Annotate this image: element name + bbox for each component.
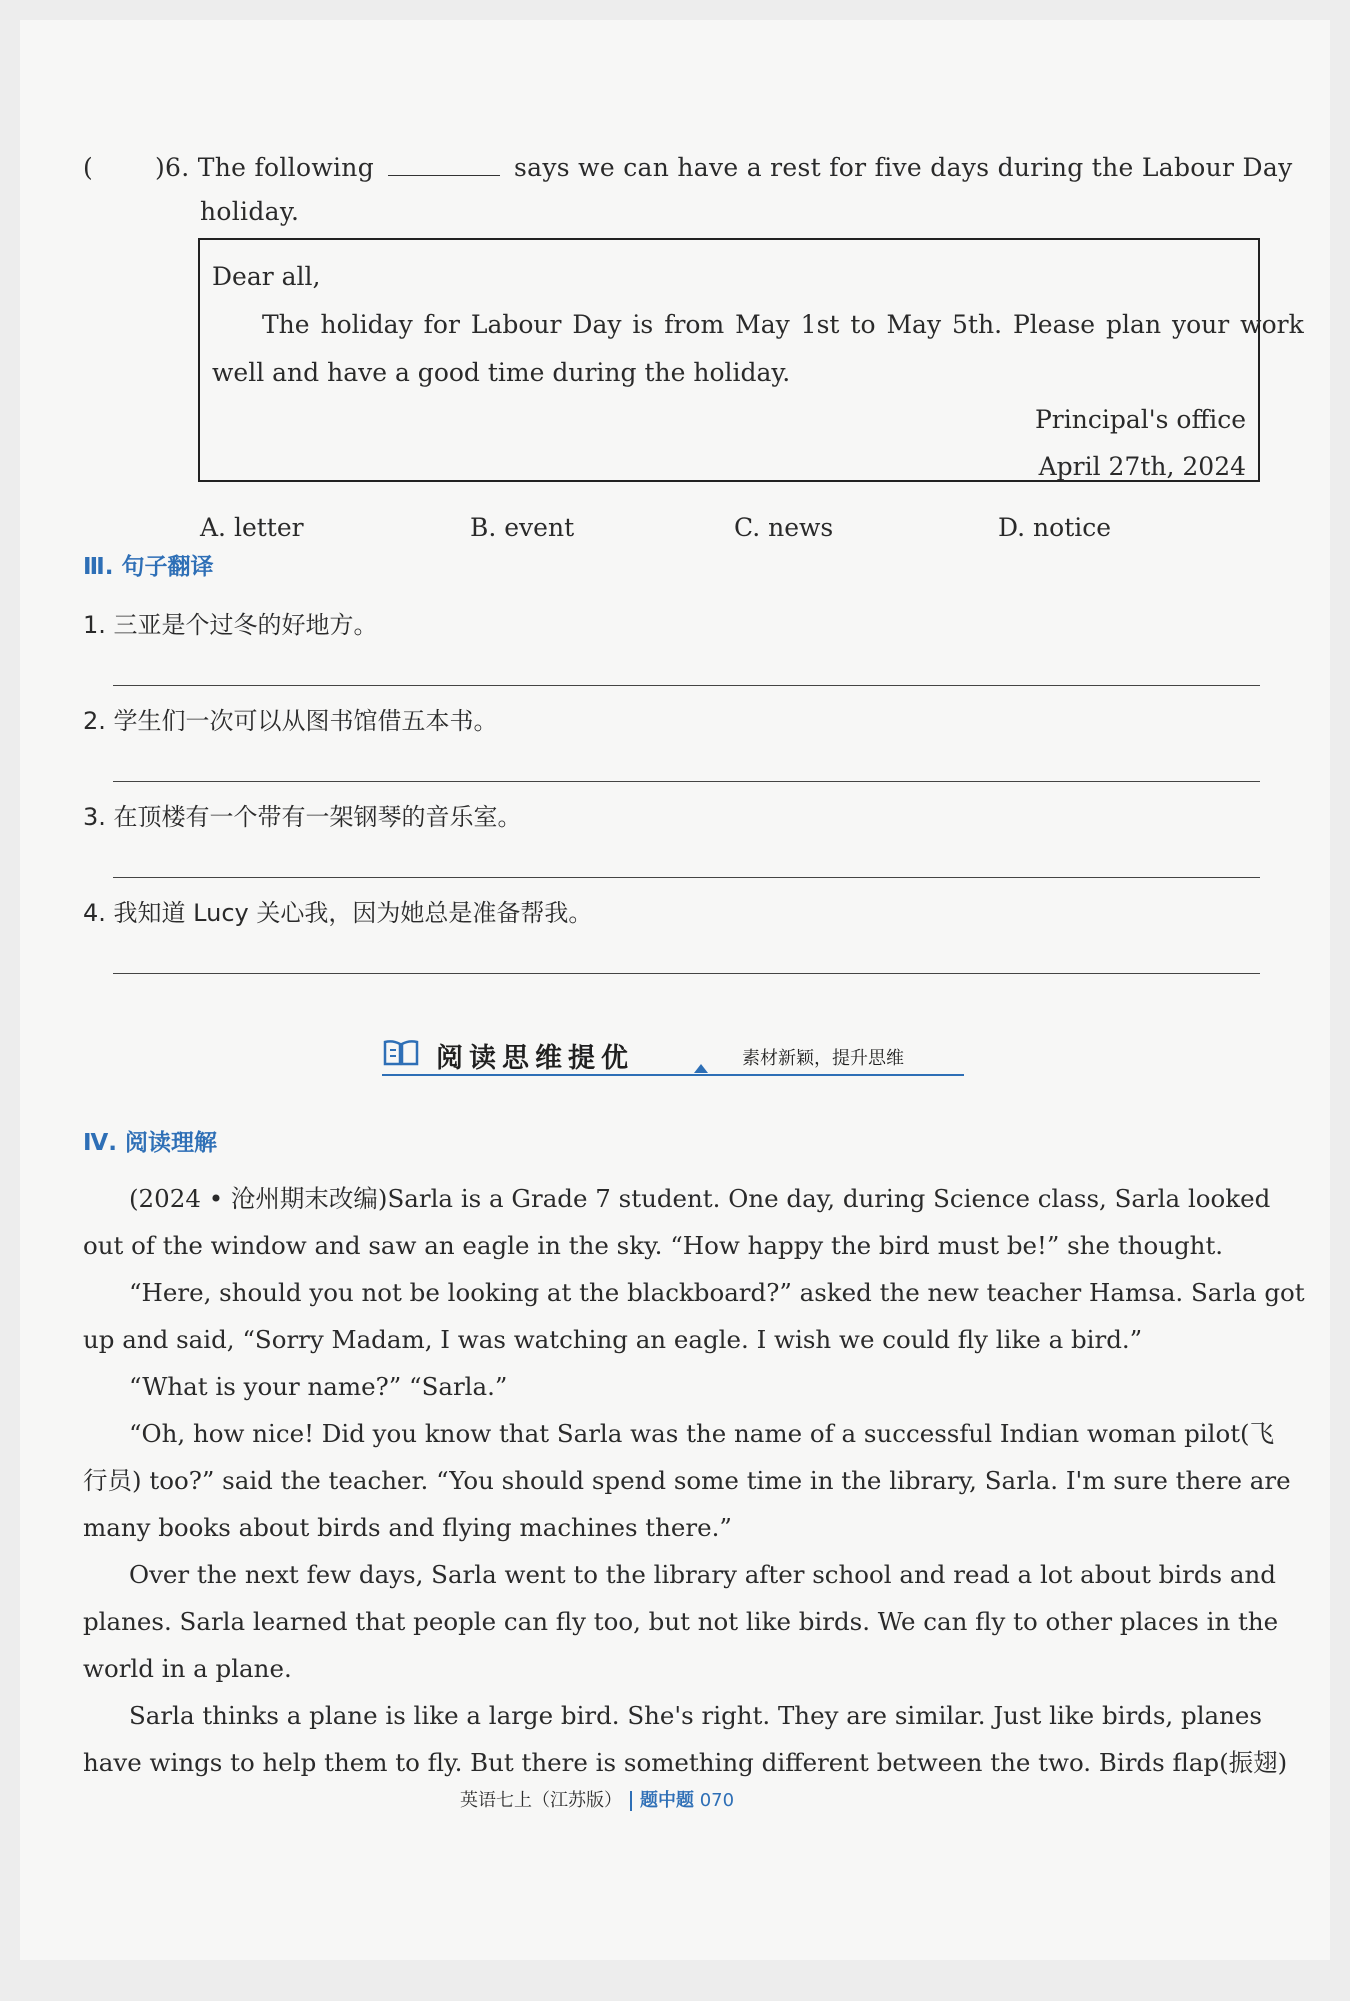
page-footer (460, 1786, 734, 1812)
notice-greeting: Dear all, (212, 262, 321, 291)
page-number: 070 (699, 1790, 735, 1811)
option-d[interactable]: D. notice (998, 513, 1112, 542)
option-b[interactable]: B. event (470, 513, 575, 542)
question-6-after: says we can have a rest for five days during the Labour Day (514, 153, 1293, 182)
option-a[interactable]: A. letter (200, 513, 304, 542)
passage-line: “Here, should you not be looking at the blackboard?” asked the new teacher Hamsa. Sarla got (129, 1278, 1305, 1307)
answer-paren[interactable]: ( (83, 153, 94, 182)
notice-body-line2: well and have a good time during the holiday. (212, 358, 791, 387)
passage-paragraph-6 (83, 1692, 1288, 1786)
answer-line-1[interactable] (113, 685, 1260, 686)
section-3-heading: Ⅲ. 句子翻译 (83, 554, 214, 580)
passage-line: planes. Sarla learned that people can fly too, but not like birds. We can fly to other places in the (83, 1607, 1279, 1636)
worksheet-page (20, 20, 1330, 1960)
banner-subtitle: 素材新颖，提升思维 (742, 1048, 904, 1069)
passage-line: have wings to help them to fly. But there is something different between the two. Birds flap(振翅) (83, 1748, 1288, 1777)
section-4-heading: Ⅳ. 阅读理解 (83, 1130, 218, 1156)
answer-line-2[interactable] (113, 781, 1260, 782)
notice-body-line1: The holiday for Labour Day is from May 1st to May 5th. Please plan your work (262, 310, 1304, 339)
passage-line: Over the next few days, Sarla went to the library after school and read a lot about birds and (129, 1560, 1276, 1589)
banner-triangle-icon (694, 1064, 708, 1073)
passage-paragraph-1 (83, 1175, 1271, 1269)
open-book-icon (382, 1038, 420, 1068)
answer-line-3[interactable] (113, 877, 1260, 878)
question-6-stem-line2: holiday. (200, 197, 300, 226)
passage-line: world in a plane. (83, 1654, 292, 1683)
passage-line: “What is your name?” “Sarla.” (129, 1372, 508, 1401)
passage-line: Sarla thinks a plane is like a large bird. She's right. They are similar. Just like birds, planes (129, 1701, 1262, 1730)
reading-banner (382, 1034, 964, 1076)
translation-item-4: 4. 我知道 Lucy 关心我，因为她总是准备帮我。 (83, 899, 593, 927)
translation-item-2: 2. 学生们一次可以从图书馆借五本书。 (83, 707, 498, 735)
passage-line: out of the window and saw an eagle in the sky. “How happy the bird must be!” she thought. (83, 1231, 1224, 1260)
passage-paragraph-4 (83, 1410, 1291, 1551)
notice-box (198, 238, 1304, 482)
footer-separator (630, 1791, 632, 1811)
question-6-before: )6. The following (155, 153, 375, 182)
passage-paragraph-3 (83, 1363, 1260, 1410)
fill-blank[interactable] (388, 153, 500, 176)
passage-line: up and said, “Sorry Madam, I was watching an eagle. I wish we could fly like a bird.” (83, 1325, 1143, 1354)
passage-paragraph-5 (83, 1551, 1279, 1692)
notice-date: April 27th, 2024 (1038, 452, 1246, 481)
passage-paragraph-2 (83, 1269, 1305, 1363)
passage-line: (2024 • 沧州期末改编)Sarla is a Grade 7 student. One day, during Science class, Sarla looked (129, 1184, 1271, 1213)
passage-line: many books about birds and flying machines there.” (83, 1513, 732, 1542)
question-6-stem (83, 153, 1293, 183)
answer-line-4[interactable] (113, 973, 1260, 974)
passage-line: 行员) too?” said the teacher. “You should spend some time in the library, Sarla. I'm sure there are (83, 1466, 1291, 1495)
passage-line: “Oh, how nice! Did you know that Sarla was the name of a successful Indian woman pilot(飞 (129, 1419, 1275, 1448)
translation-item-3: 3. 在顶楼有一个带有一架钢琴的音乐室。 (83, 803, 522, 831)
option-c[interactable]: C. news (734, 513, 834, 542)
footer-book-title: 英语七上（江苏版） (460, 1790, 622, 1811)
banner-title: 阅读思维提优 (436, 1043, 634, 1074)
notice-sign: Principal's office (1034, 405, 1246, 434)
footer-brand: 题中题 (640, 1790, 694, 1811)
translation-item-1: 1. 三亚是个过冬的好地方。 (83, 611, 378, 639)
